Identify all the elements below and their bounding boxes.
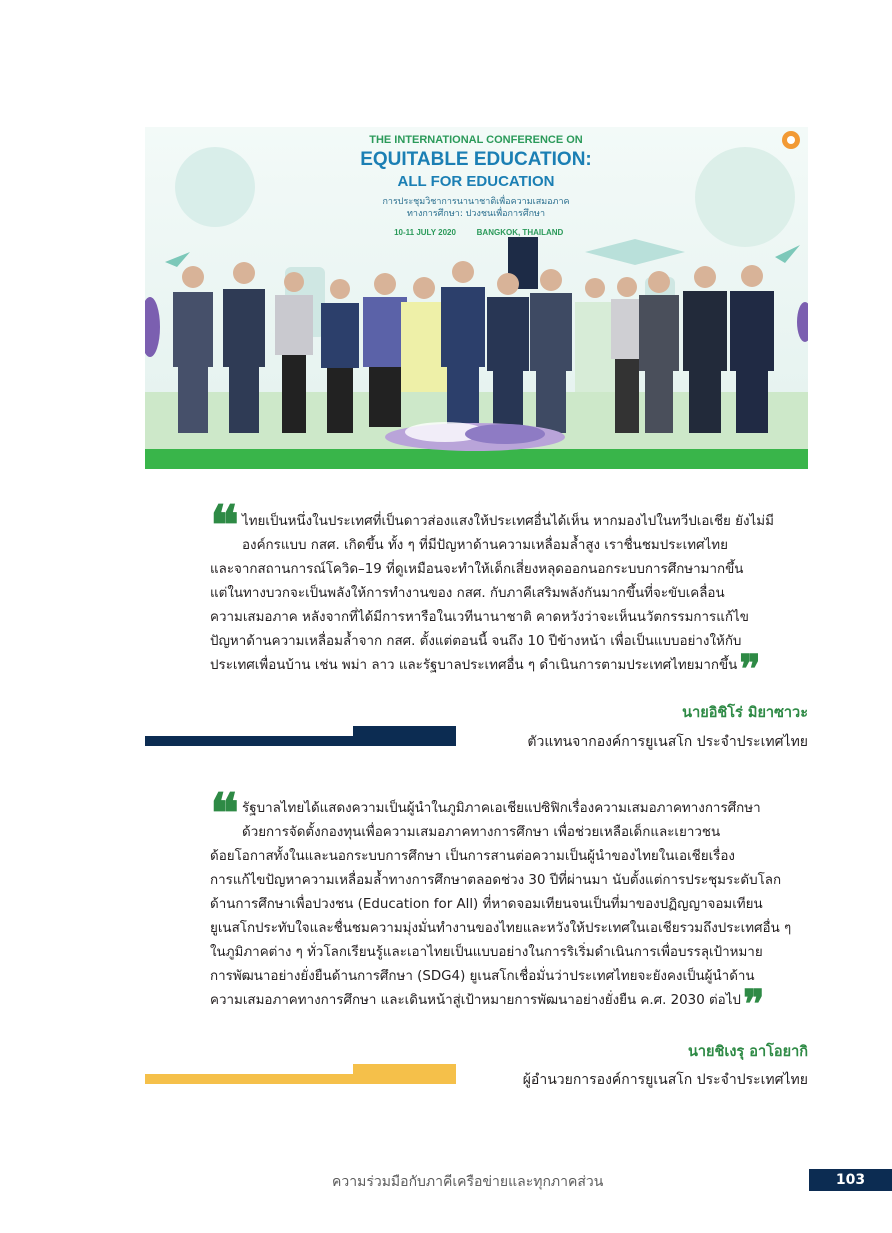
quote-1-line: แต่ในทางบวกจะเป็นพลังให้การทำงานของ กสศ. กับภาคีเสริมพลังกันมากขึ้นที่จะขับเคลื่อน: [210, 586, 725, 601]
quote-1-line: ไทยเป็นหนึ่งในประเทศที่เป็นดาวส่องแสงให้ประเทศอื่นได้เห็น หากมองไปในทวีปเอเชีย ยังไม่มี: [242, 514, 774, 529]
quote-2: [210, 797, 808, 1028]
quote-2-line: ยูเนสโกประทับใจและชื่นชมความมุ่งมั่นทำงานของไทยและหวังให้ประเทศในเอเชียรวมถึงประเทศอื่น ๆ: [210, 921, 792, 936]
speaker-1-name: นายอิชิโร่ มิยาซาวะ: [682, 705, 808, 721]
quote-2-line: รัฐบาลไทยได้แสดงความเป็นผู้นำในภูมิภาคเอเชียแปซิฟิกเรื่องความเสมอภาคทางการศึกษา: [242, 801, 761, 816]
divider-bar-1: [145, 726, 456, 746]
banner-title2: ALL FOR EDUCATION: [397, 173, 555, 190]
quote-1-line: และจากสถานการณ์โควิด–19 ที่ดูเหมือนจะทำให้เด็กเสี่ยงหลุดออกนอกระบบการศึกษามากขึ้น: [210, 562, 744, 577]
open-quote-icon: ❝: [210, 493, 240, 557]
banner-line1: THE INTERNATIONAL CONFERENCE ON: [369, 134, 583, 146]
speaker-2-role: ผู้อำนวยการองค์การยูเนสโก ประจำประเทศไทย: [522, 1072, 808, 1088]
page-number: 103: [809, 1169, 892, 1191]
quote-1-line: ปัญหาด้านความเหลื่อมล้ำจาก กสศ. ตั้งแต่ตอนนี้ จนถึง 10 ปีข้างหน้า เพื่อเป็นแบบอย่างให้กับ: [210, 634, 742, 649]
close-quote-icon: ❞: [739, 646, 761, 693]
quote-2-line: ด้วยการจัดตั้งกองทุนเพื่อความเสมอภาคทางการศึกษา เพื่อช่วยเหลือเด็กและเยาวชน: [242, 825, 721, 840]
footer-section-title: ความร่วมมือกับภาคีเครือข่ายและทุกภาคส่วน: [332, 1174, 604, 1190]
banner-title1: EQUITABLE EDUCATION:: [360, 149, 592, 170]
quote-1-line: องค์กรแบบ กสศ. เกิดขึ้น ทั้ง ๆ ที่มีปัญหาด้านความเหลื่อมล้ำสูง เราชื่นชมประเทศไทย: [242, 538, 728, 553]
quote-1-line: ความเสมอภาค หลังจากที่ได้มีการหารือในเวทีนานาชาติ คาดหวังว่าจะเห็นนวัตกรรมการแก้ไข: [210, 610, 749, 625]
divider-bar-2: [145, 1064, 456, 1084]
banner-thai1: การประชุมวิชาการนานาชาติเพื่อความเสมอภาค: [382, 197, 570, 207]
close-quote-icon: ❞: [742, 981, 765, 1028]
banner-date: 10-11 JULY 2020: [394, 228, 456, 237]
banner-place: BANGKOK, THAILAND: [476, 228, 564, 237]
quote-2-line: ในภูมิภาคต่าง ๆ ทั่วโลกเรียนรู้และเอาไทยเป็นแบบอย่างในการริเริ่มดำเนินการเพื่อบรรลุเป้าหมาย: [210, 945, 763, 960]
speaker-1-role: ตัวแทนจากองค์การยูเนสโก ประจำประเทศไทย: [527, 734, 808, 750]
quote-2-line: การแก้ไขปัญหาความเหลื่อมล้ำทางการศึกษาตลอดช่วง 30 ปีที่ผ่านมา นับตั้งแต่การประชุมระดับโลก: [210, 873, 782, 888]
banner-thai2: ทางการศึกษา: ปวงชนเพื่อการศึกษา: [406, 209, 546, 219]
conference-photo-illustration: [145, 127, 808, 469]
conference-photo: [145, 127, 808, 469]
quote-2-line: ความเสมอภาคทางการศึกษา และเดินหน้าสู่เป้าหมายการพัฒนาอย่างยั่งยืน ค.ศ. 2030 ต่อไป: [210, 993, 741, 1008]
quote-1: [210, 510, 808, 693]
quote-2-line: การพัฒนาอย่างยั่งยืนด้านการศึกษา (SDG4) ยูเนสโกเชื่อมั่นว่าประเทศไทยจะยังคงเป็นผู้นำด้าน: [210, 969, 755, 984]
speaker-2-name: นายชิเงรุ อาโอยากิ: [687, 1044, 808, 1060]
quote-2-line: ด้อยโอกาสทั้งในและนอกระบบการศึกษา เป็นการสานต่อความเป็นผู้นำของไทยในเอเชียเรื่อง: [210, 849, 735, 864]
quote-2-line: ด้านการศึกษาเพื่อปวงชน (Education for All) ที่หาดจอมเทียนจนเป็นที่มาของปฏิญญาจอมเทียน: [210, 897, 763, 912]
quote-1-line: ประเทศเพื่อนบ้าน เช่น พม่า ลาว และรัฐบาลประเทศอื่น ๆ ดำเนินการตามประเทศไทยมากขึ้น: [210, 658, 738, 673]
open-quote-icon: ❝: [210, 781, 240, 845]
